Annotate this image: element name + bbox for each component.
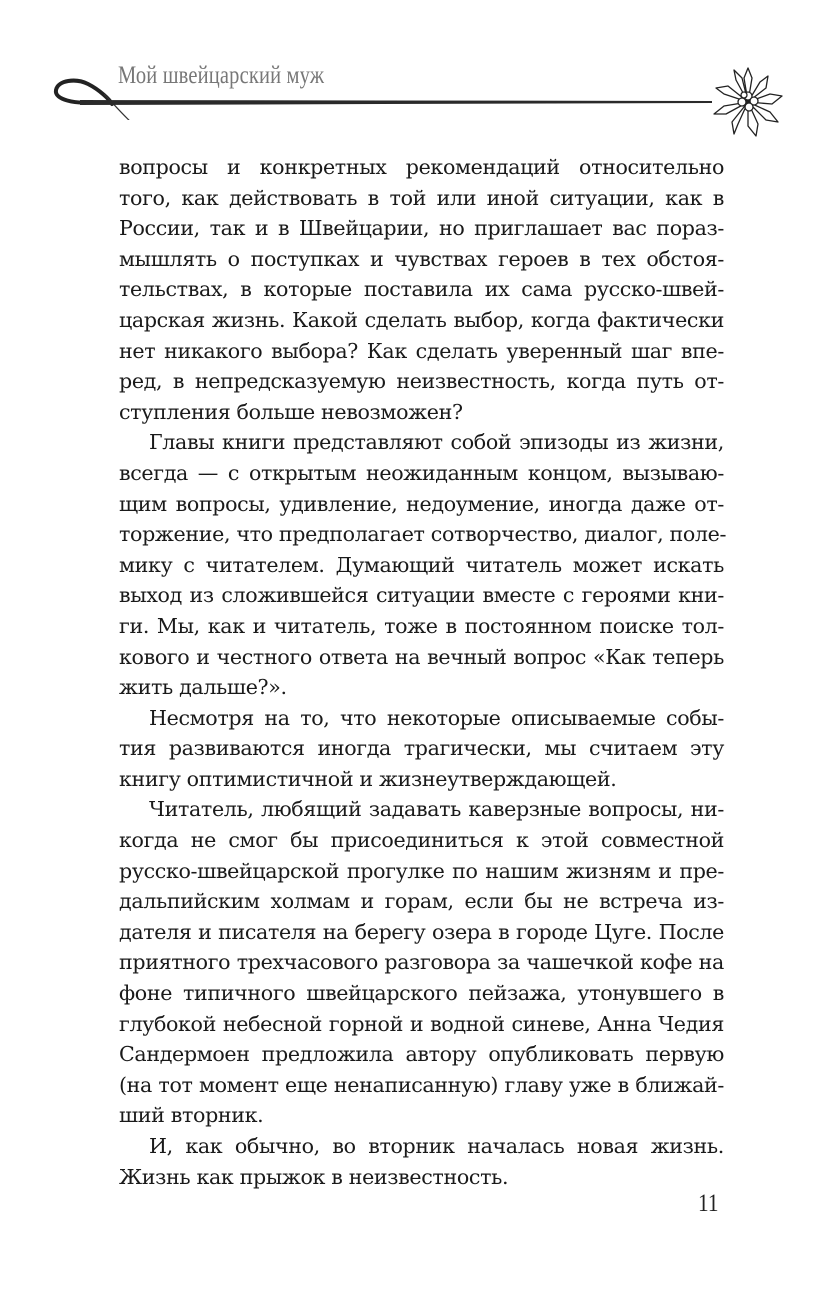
- text-line: дальпийским холмам и горам, если бы не встреча из-: [119, 889, 724, 914]
- body-text: [119, 152, 727, 1192]
- text-line: дателя и писателя на берегу озера в городе Цуге. После: [119, 919, 724, 944]
- running-title: Мой швейцарский муж: [118, 62, 325, 89]
- text-line: торжение, что предполагает сотворчество, диалог, поле-: [119, 522, 727, 547]
- header-rule-swash-icon: [40, 60, 720, 120]
- text-line: (на тот момент еще ненаписанную) главу уже в ближай-: [119, 1072, 724, 1097]
- text-line: Читатель, любящий задавать каверзные вопросы, ни-: [149, 797, 724, 822]
- text-line: вопросы и конкретных рекомендаций относительно: [119, 155, 724, 179]
- text-line: тия развиваются иногда трагически, мы считаем эту: [119, 736, 724, 761]
- text-line: Сандермоен предложила автору опубликовать первую: [119, 1042, 724, 1067]
- text-line: ступления больше невозможен?: [119, 399, 463, 424]
- edelweiss-flower-icon: [708, 64, 788, 142]
- text-line: тельствах, в которые поставила их сама русско-швей-: [119, 277, 724, 302]
- text-line: ший вторник.: [119, 1103, 264, 1128]
- text-line: России, так и в Швейцарии, но приглашает вас пораз-: [119, 216, 724, 241]
- text-line: Несмотря на то, что некоторые описываемые собы-: [149, 705, 724, 730]
- text-line: того, как действовать в той или иной ситуации, как в: [119, 185, 724, 210]
- text-line: мику с читателем. Думающий читатель может искать: [119, 552, 724, 577]
- text-line: нет никакого выбора? Как сделать уверенный шаг впе-: [119, 338, 724, 363]
- text-line: ги. Мы, как и читатель, тоже в постоянном поиске тол-: [119, 613, 724, 638]
- text-line: ред, в непредсказуемую неизвестность, когда путь от-: [119, 369, 724, 394]
- text-line: фоне типичного швейцарского пейзажа, утонувшего в: [119, 981, 724, 1006]
- text-line: всегда — с открытым неожиданным концом, вызываю-: [119, 460, 724, 485]
- page-number: 11: [698, 1190, 719, 1217]
- text-line: Жизнь как прыжок в неизвестность.: [119, 1164, 509, 1189]
- text-line: выход из сложившейся ситуации вместе с героями кни-: [119, 583, 724, 608]
- text-line: жить дальше?».: [119, 675, 287, 700]
- text-line: приятного трехчасового разговора за чашечкой кофе на: [119, 950, 724, 975]
- text-line: царская жизнь. Какой сделать выбор, когда фактически: [119, 307, 724, 332]
- text-line: мышлять о поступках и чувствах героев в тех обстоя-: [119, 246, 724, 271]
- text-line: Главы книги представляют собой эпизоды из жизни,: [149, 430, 724, 455]
- text-line: когда не смог бы присоединиться к этой совместной: [119, 828, 724, 853]
- text-line: кового и честного ответа на вечный вопрос «Как теперь: [119, 644, 724, 669]
- text-line: И, как обычно, во вторник началась новая жизнь.: [149, 1134, 724, 1158]
- text-line: книгу оптимистичной и жизнеутверждающей.: [119, 766, 617, 791]
- text-line: щим вопросы, удивление, недоумение, иногда даже от-: [119, 491, 724, 516]
- text-line: русско-швейцарской прогулке по нашим жизням и пре-: [119, 858, 724, 883]
- text-line: глубокой небесной горной и водной синеве, Анна Чедия: [119, 1011, 724, 1036]
